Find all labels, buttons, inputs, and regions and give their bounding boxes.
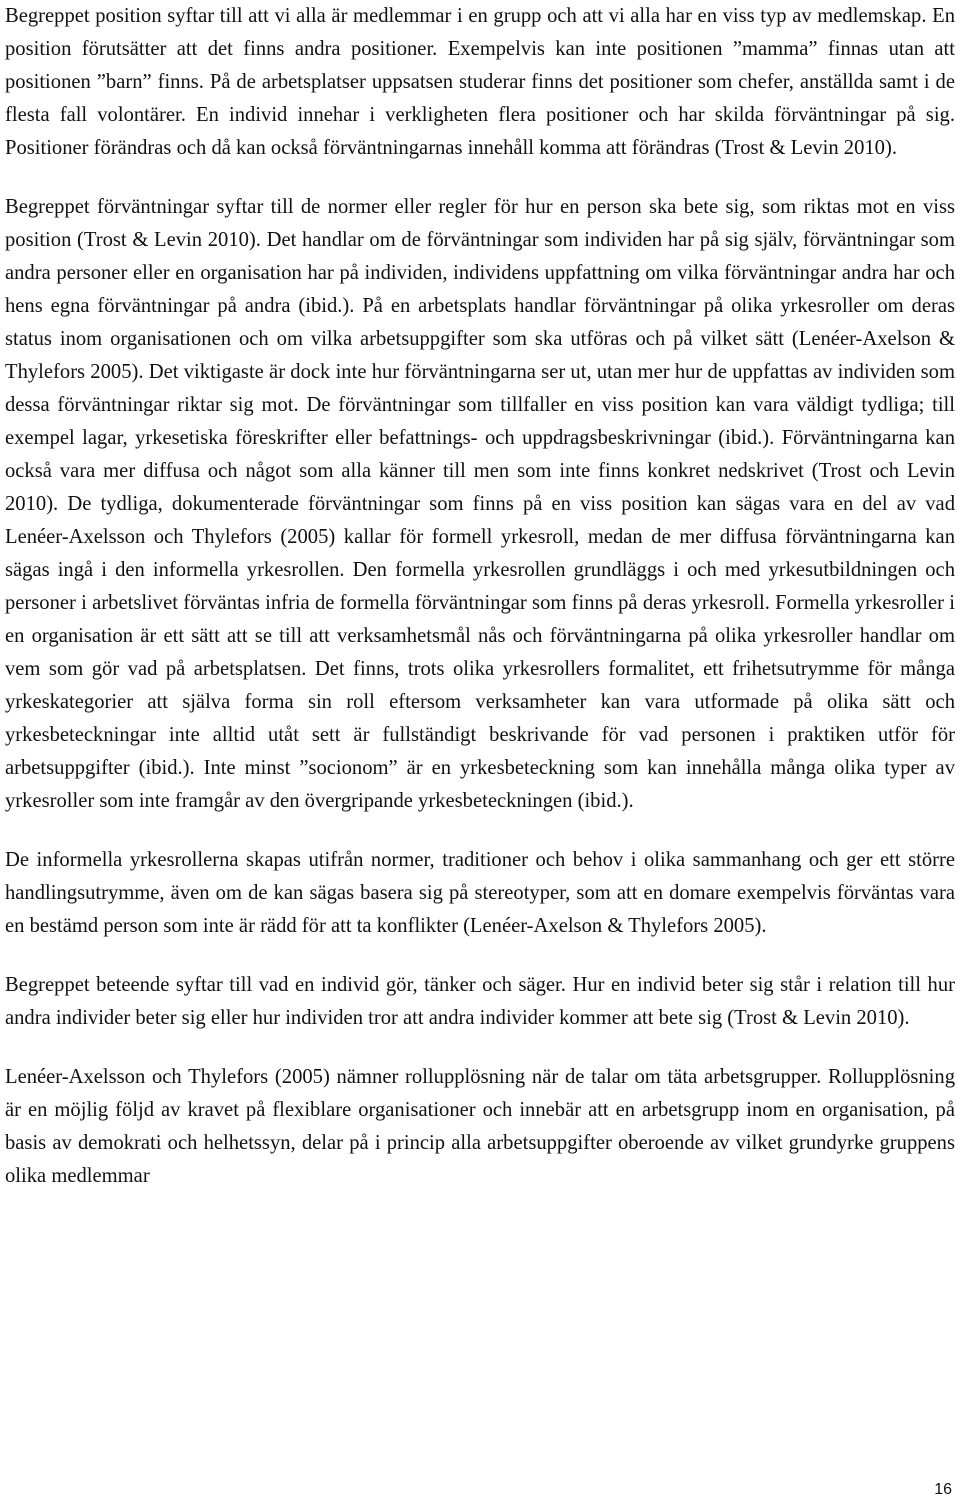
paragraph-gap xyxy=(5,1035,955,1061)
paragraph-role-dissolution: Lenéer-Axelsson och Thylefors (2005) nämner rollupplösning när de talar om täta arbetsgrupper. Rollupplösning är en möjlig följd av kravet på flexiblare organisationer och innebär att en arbetsgrupp inom en organisation, på basis av demokrati och helhetssyn, delar på i princip alla arbetsuppgifter oberoende av vilket grundyrke gruppens olika medlemmar xyxy=(5,1066,955,1187)
paragraph-informal-roles: De informella yrkesrollerna skapas utifrån normer, traditioner och behov i olika sammanhang och ger ett större handlingsutrymme, även om de kan sägas basera sig på stereotyper, som att en domare exempelvis förväntas vara en bestämd person som inte är rädd för att ta konflikter (Lenéer-Axelson & Thylefors 2005). xyxy=(5,849,955,937)
paragraph-gap xyxy=(5,165,955,191)
paragraph-gap xyxy=(5,818,955,844)
paragraph-position: Begreppet position syftar till att vi alla är medlemmar i en grupp och att vi alla har en viss typ av medlemskap. En position förutsätter att det finns andra positioner. Exempelvis kan inte positionen ”mamma” finnas utan att positionen ”barn” finns. På de arbetsplatser uppsatsen studerar finns det positioner som chefer, anställda samt i de flesta fall volontärer. En individ innehar i verkligheten flera positioner och har skilda förväntningar på sig. Positioner förändras och då kan också förväntningarnas innehåll komma att förändras (Trost & Levin 2010). xyxy=(5,5,955,159)
paragraph-gap xyxy=(5,943,955,969)
page-number: 16 xyxy=(934,1481,952,1498)
document-page xyxy=(5,0,955,1193)
paragraph-behaviour: Begreppet beteende syftar till vad en individ gör, tänker och säger. Hur en individ beter sig står i relation till hur andra individer beter sig eller hur individen tror att andra individer kommer att bete sig (Trost & Levin 2010). xyxy=(5,974,955,1029)
paragraph-expectations: Begreppet förväntningar syftar till de normer eller regler för hur en person ska bete sig, som riktas mot en viss position (Trost & Levin 2010). Det handlar om de förväntningar som individen har på sig själv, förväntningar som andra personer eller en organisation har på individen, individens uppfattning om vilka förväntningar andra har och hens egna förväntningar på andra (ibid.). På en arbetsplats handlar förväntningar på olika yrkesroller om deras status inom organisationen och om vilka arbetsuppgifter som ska utföras och på vilket sätt (Lenéer-Axelson & Thylefors 2005). Det viktigaste är dock inte hur förväntningarna ser ut, utan mer hur de uppfattas av individen som dessa förväntningar riktar sig mot. De förväntningar som tillfaller en viss position kan vara väldigt tydliga; till exempel lagar, yrkesetiska föreskrifter eller befattnings- och uppdragsbeskrivningar (ibid.). Förväntningarna kan också vara mer diffusa och något som alla känner till men som inte finns konkret nedskrivet (Trost och Levin 2010). De tydliga, dokumenterade förväntningar som finns på en viss position kan sägas vara en del av vad Lenéer-Axelsson och Thylefors (2005) kallar för formell yrkesroll, medan de mer diffusa förväntningarna kan sägas ingå i den informella yrkesrollen. Den formella yrkesrollen grundläggs i och med yrkesutbildningen och personer i arbetslivet förväntas infria de formella förväntningar som finns på deras yrkesroll. Formella yrkesroller i en organisation är ett sätt att se till att verksamhetsmål nås och förväntningarna på olika yrkesroller handlar om vem som gör vad på arbetsplatsen. Det finns, trots olika yrkesrollers formalitet, ett frihetsutrymme för många yrkeskategorier att själva forma sin roll eftersom verksamheter kan vara utformade på olika sätt och yrkesbeteckningar inte alltid utåt sett är fullständigt beskrivande för vad personen i praktiken utför för arbetsuppgifter (ibid.). Inte minst ”socionom” är en yrkesbeteckning som kan innehålla många olika typer av yrkesroller som inte framgår av den övergripande yrkesbeteckningen (ibid.). xyxy=(5,196,955,812)
